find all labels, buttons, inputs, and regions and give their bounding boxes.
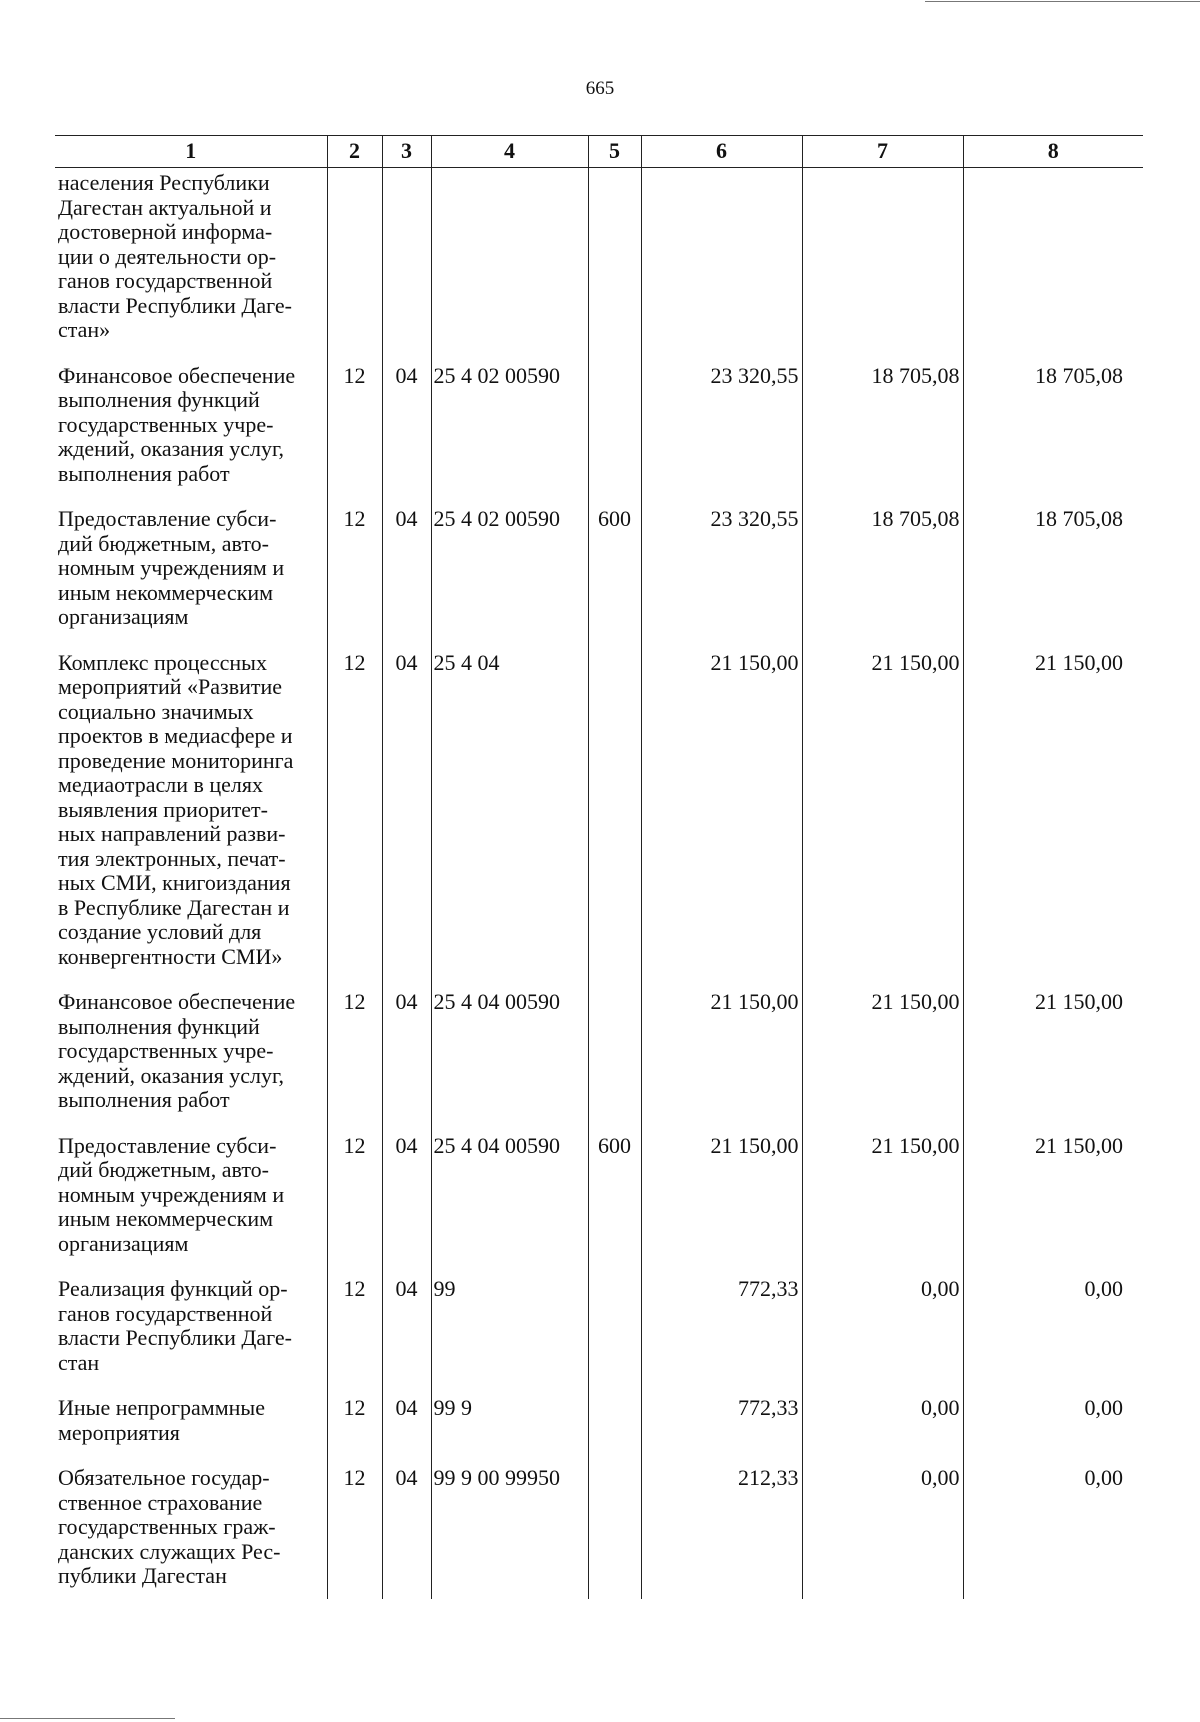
amount-col8-cell: 0,00 [963,1464,1143,1599]
amount-col7-cell: 21 150,00 [802,1132,963,1276]
column-header-1: 1 [55,136,327,168]
target-article-cell: 25 4 04 [431,649,588,989]
table-row [55,1394,1143,1464]
table-header-row [55,136,1143,168]
amount-col7-cell: 0,00 [802,1275,963,1394]
column-header-4: 4 [431,136,588,168]
amount-col8-cell [963,168,1143,362]
amount-col8-cell: 18 705,08 [963,362,1143,506]
table-row [55,988,1143,1132]
section-code-cell [327,168,382,362]
row-name-cell: Финансовое обеспечение выполнения функций государственных учре- ждений, оказания услуг, выполнения работ [58,362,296,486]
expense-type-cell: 600 [588,505,641,649]
section-code-cell: 12 [327,988,382,1132]
subsection-code-cell: 04 [382,1394,431,1464]
amount-col7-cell: 21 150,00 [802,649,963,989]
amount-col7-cell: 21 150,00 [802,988,963,1132]
expense-type-cell [588,1394,641,1464]
amount-col7-cell [802,168,963,362]
section-code-cell: 12 [327,1275,382,1394]
subsection-code-cell: 04 [382,1464,431,1599]
table-row [55,362,1143,506]
expense-type-cell [588,362,641,506]
expense-type-cell: 600 [588,1132,641,1276]
amount-col6-cell [641,168,802,362]
amount-col8-cell: 0,00 [963,1394,1143,1464]
table-row [55,1464,1143,1599]
amount-col6-cell: 23 320,55 [641,505,802,649]
scan-edge-line-top [925,1,1200,2]
column-header-2: 2 [327,136,382,168]
section-code-cell: 12 [327,1464,382,1599]
subsection-code-cell: 04 [382,505,431,649]
column-header-8: 8 [963,136,1143,168]
table-row [55,168,1143,362]
scan-edge-line-bottom [0,1718,175,1719]
subsection-code-cell: 04 [382,988,431,1132]
amount-col6-cell: 772,33 [641,1275,802,1394]
amount-col7-cell: 0,00 [802,1394,963,1464]
subsection-code-cell: 04 [382,1132,431,1276]
target-article-cell [431,168,588,362]
section-code-cell: 12 [327,1394,382,1464]
amount-col6-cell: 21 150,00 [641,988,802,1132]
section-code-cell: 12 [327,649,382,989]
expense-type-cell [588,168,641,362]
column-header-3: 3 [382,136,431,168]
amount-col6-cell: 212,33 [641,1464,802,1599]
expense-type-cell [588,988,641,1132]
amount-col8-cell: 21 150,00 [963,649,1143,989]
column-header-5: 5 [588,136,641,168]
table-body [55,168,1143,1599]
target-article-cell: 25 4 02 00590 [431,362,588,506]
row-name-cell: Обязательное государ- ственное страхование государственных граж- данских служащих Рес- публики Дагестан [58,1465,281,1588]
amount-col8-cell: 21 150,00 [963,988,1143,1132]
subsection-code-cell: 04 [382,362,431,506]
table-row [55,649,1143,989]
subsection-code-cell [382,168,431,362]
section-code-cell: 12 [327,362,382,506]
row-name-cell: Реализация функций ор- ганов государственной власти Республики Даге- стан [58,1276,292,1375]
amount-col6-cell: 21 150,00 [641,1132,802,1276]
amount-col8-cell: 21 150,00 [963,1132,1143,1276]
table-row [55,1132,1143,1276]
subsection-code-cell: 04 [382,649,431,989]
budget-table-wrapper [55,135,1143,1599]
amount-col7-cell: 0,00 [802,1464,963,1599]
target-article-cell: 25 4 04 00590 [431,1132,588,1276]
row-name-cell: населения Республики Дагестан актуальной и достоверной информа- ции о деятельности ор- ганов государственной власти Республики Даге- стан» [58,170,292,342]
expense-type-cell [588,1464,641,1599]
expense-type-cell [588,649,641,989]
row-name-cell: Финансовое обеспечение выполнения функций государственных учре- ждений, оказания услуг, выполнения работ [58,989,296,1112]
amount-col8-cell: 18 705,08 [963,505,1143,649]
amount-col8-cell: 0,00 [963,1275,1143,1394]
target-article-cell: 25 4 02 00590 [431,505,588,649]
column-header-6: 6 [641,136,802,168]
subsection-code-cell: 04 [382,1275,431,1394]
page-number: 665 [585,78,615,99]
budget-table [55,135,1143,1599]
row-name-cell: Предоставление субси- дий бюджетным, авто- номным учреждениям и иным некоммерческим организациям [58,506,285,629]
table-row [55,505,1143,649]
amount-col6-cell: 23 320,55 [641,362,802,506]
target-article-cell: 99 [431,1275,588,1394]
target-article-cell: 99 9 00 99950 [431,1464,588,1599]
target-article-cell: 25 4 04 00590 [431,988,588,1132]
row-name-cell: Комплекс процессных мероприятий «Развитие социально значимых проектов в медиасфере и проведение мониторинга медиаотрасли в целях выявления приоритет- ных направлений разви- тия электронных, печат- ных СМИ, книгоиздания в Республике Дагестан и создание условий для конвергентности СМИ» [58,649,294,969]
amount-col6-cell: 772,33 [641,1394,802,1464]
section-code-cell: 12 [327,1132,382,1276]
column-header-7: 7 [802,136,963,168]
row-name-cell: Предоставление субси- дий бюджетным, авто- номным учреждениям и иным некоммерческим организациям [58,1132,285,1256]
row-name-cell: Иные непрограммные мероприятия [58,1395,265,1445]
amount-col7-cell: 18 705,08 [802,362,963,506]
expense-type-cell [588,1275,641,1394]
target-article-cell: 99 9 [431,1394,588,1464]
amount-col6-cell: 21 150,00 [641,649,802,989]
table-row [55,1275,1143,1394]
amount-col7-cell: 18 705,08 [802,505,963,649]
section-code-cell: 12 [327,505,382,649]
